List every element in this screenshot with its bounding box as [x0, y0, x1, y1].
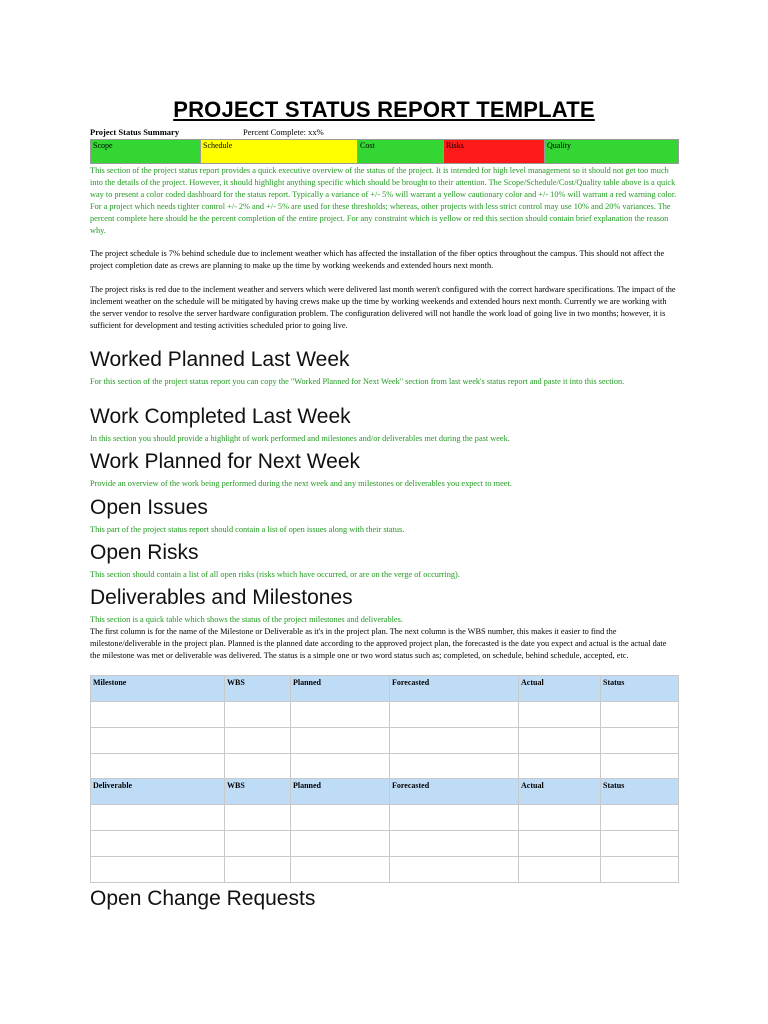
table-cell: [91, 805, 225, 831]
col-header-actual: Actual: [519, 676, 601, 702]
table-row: [91, 805, 679, 831]
table-cell: [91, 754, 225, 780]
col-header-milestone: Milestone: [91, 676, 225, 702]
table-cell: [225, 857, 291, 883]
table-cell: [519, 728, 601, 754]
heading-deliverables: Deliverables and Milestones: [90, 586, 353, 609]
text-open-issues: This part of the project status report should contain a list of open issues along with their status.: [90, 525, 405, 534]
table-cell: [390, 805, 519, 831]
table-cell: [291, 805, 390, 831]
heading-work-planned-next: Work Planned for Next Week: [90, 450, 361, 473]
table-cell: [519, 857, 601, 883]
text-deliverables: This section is a quick table which shows the status of the project milestones and deliverables.: [90, 615, 403, 624]
status-label-schedule: Schedule: [203, 141, 233, 150]
table-cell: [225, 728, 291, 754]
status-label-quality: Quality: [547, 141, 571, 150]
milestone-header-row: [91, 676, 679, 702]
heading-open-risks: Open Risks: [90, 541, 199, 564]
status-cell-quality: [545, 140, 679, 164]
table-cell: [91, 702, 225, 728]
col-header-status: Status: [601, 676, 679, 702]
table-cell: [601, 831, 679, 857]
col-header-wbs: WBS: [225, 779, 291, 805]
table-cell: [519, 831, 601, 857]
table-cell: [519, 702, 601, 728]
milestone-table: [90, 675, 679, 780]
deliverable-table: [90, 778, 679, 883]
table-cell: [291, 857, 390, 883]
status-cell-cost: [358, 140, 444, 164]
col-header-status: Status: [601, 779, 679, 805]
intro-paragraph: This section of the project status report provides a quick executive overview of the status of the project. It is intended for high level management so it should not get too much into the details of the project. However, it should highlight anything specific which should be brought to their attention. The Scope/Schedule/Cost/Quality table above is a quick way to present a color coded dashboard for the status report. Typically a variance of +/- 5% will warrant a yellow cautionary color and +/- 10% will warrant a red warning color. For a project which needs tighter control +/- 2% and +/- 5% are used for these thresholds; whereas, other projects with less strict control may use 10% and 20% variances. The percent complete here should be the percent completion of the entire project. For any constraint which is yellow or red this section should contain brief explanation the reason why.: [90, 166, 677, 235]
table-row: [91, 857, 679, 883]
status-label-risks: Risks: [446, 141, 464, 150]
status-label-cost: Cost: [360, 141, 375, 150]
table-cell: [390, 831, 519, 857]
table-cell: [91, 728, 225, 754]
status-cell-scope: [91, 140, 201, 164]
status-cell-risks: [444, 140, 545, 164]
table-cell: [601, 702, 679, 728]
table-cell: [291, 702, 390, 728]
text-work-planned-next: Provide an overview of the work being performed during the next week and any milestones or deliverables you expect to meet.: [90, 479, 512, 488]
table-cell: [390, 857, 519, 883]
heading-open-issues: Open Issues: [90, 496, 208, 519]
heading-worked-planned: Worked Planned Last Week: [90, 348, 350, 371]
text-work-completed: In this section you should provide a highlight of work performed and milestones and/or deliverables met during the past week.: [90, 434, 510, 443]
table-cell: [390, 702, 519, 728]
status-dashboard: [90, 139, 679, 164]
heading-change-requests: Open Change Requests: [90, 887, 316, 910]
schedule-paragraph: The project schedule is 7% behind schedule due to inclement weather which has affected the installation of the fiber optics throughout the campus. This should not affect the project completion date as crews are planning to make up the time by working weekends and extended hours next month.: [90, 249, 665, 270]
table-cell: [225, 702, 291, 728]
table-row: [91, 831, 679, 857]
table-cell: [519, 754, 601, 780]
table-cell: [601, 728, 679, 754]
status-cell-schedule: [201, 140, 358, 164]
col-header-planned: Planned: [291, 676, 390, 702]
table-row: [91, 728, 679, 754]
table-cell: [225, 831, 291, 857]
table-cell: [225, 805, 291, 831]
table-row: [91, 702, 679, 728]
status-summary-line: [90, 127, 678, 139]
deliverable-header-row: [91, 779, 679, 805]
col-header-deliverable: Deliverable: [91, 779, 225, 805]
col-header-forecasted: Forecasted: [390, 779, 519, 805]
table-row: [91, 754, 679, 780]
table-cell: [291, 754, 390, 780]
status-summary-label: Project Status Summary: [90, 127, 180, 137]
text-worked-planned: For this section of the project status report you can copy the "Worked Planned for Next Week" section from last week's status report and paste it into this section.: [90, 377, 625, 386]
deliverables-explanation: The first column is for the name of the Milestone or Deliverable as it's in the project plan. The next column is the WBS number, this makes it easier to find the milestone/deliverable in the project plan. Planned is the planned date according to the approved project plan, the forecasted is the date you expect and actual is the actual date the milestone was met or deliverable was delivered. The status is a simple one or two word status such as; completed, on schedule, behind schedule, accepted, etc.: [90, 627, 667, 660]
table-cell: [390, 754, 519, 780]
status-label-scope: Scope: [93, 141, 113, 150]
table-cell: [519, 805, 601, 831]
risks-paragraph: The project risks is red due to the inclement weather and servers which were delivered last month weren't configured with the correct hardware specifications. The impact of the inclement weather on the schedule will be mitigated by having crews make up the time by working weekends and extended hours next month. Currently we are working with the server vendor to resolve the server hardware configuration problem. The configuration delivered will not handle the work load of going live in two months; however, it is sufficient for development and testing activities scheduled prior to going live.: [90, 285, 676, 330]
text-open-risks: This section should contain a list of all open risks (risks which have occurred, or are on the verge of occurring).: [90, 570, 460, 579]
table-cell: [390, 728, 519, 754]
page-title: PROJECT STATUS REPORT TEMPLATE: [173, 97, 595, 122]
table-cell: [91, 857, 225, 883]
col-header-forecasted: Forecasted: [390, 676, 519, 702]
table-cell: [225, 754, 291, 780]
table-cell: [601, 805, 679, 831]
table-cell: [601, 754, 679, 780]
table-cell: [601, 857, 679, 883]
table-cell: [291, 728, 390, 754]
table-cell: [91, 831, 225, 857]
col-header-actual: Actual: [519, 779, 601, 805]
col-header-planned: Planned: [291, 779, 390, 805]
table-cell: [291, 831, 390, 857]
col-header-wbs: WBS: [225, 676, 291, 702]
heading-work-completed: Work Completed Last Week: [90, 405, 351, 428]
percent-complete: Percent Complete: xx%: [243, 127, 324, 137]
